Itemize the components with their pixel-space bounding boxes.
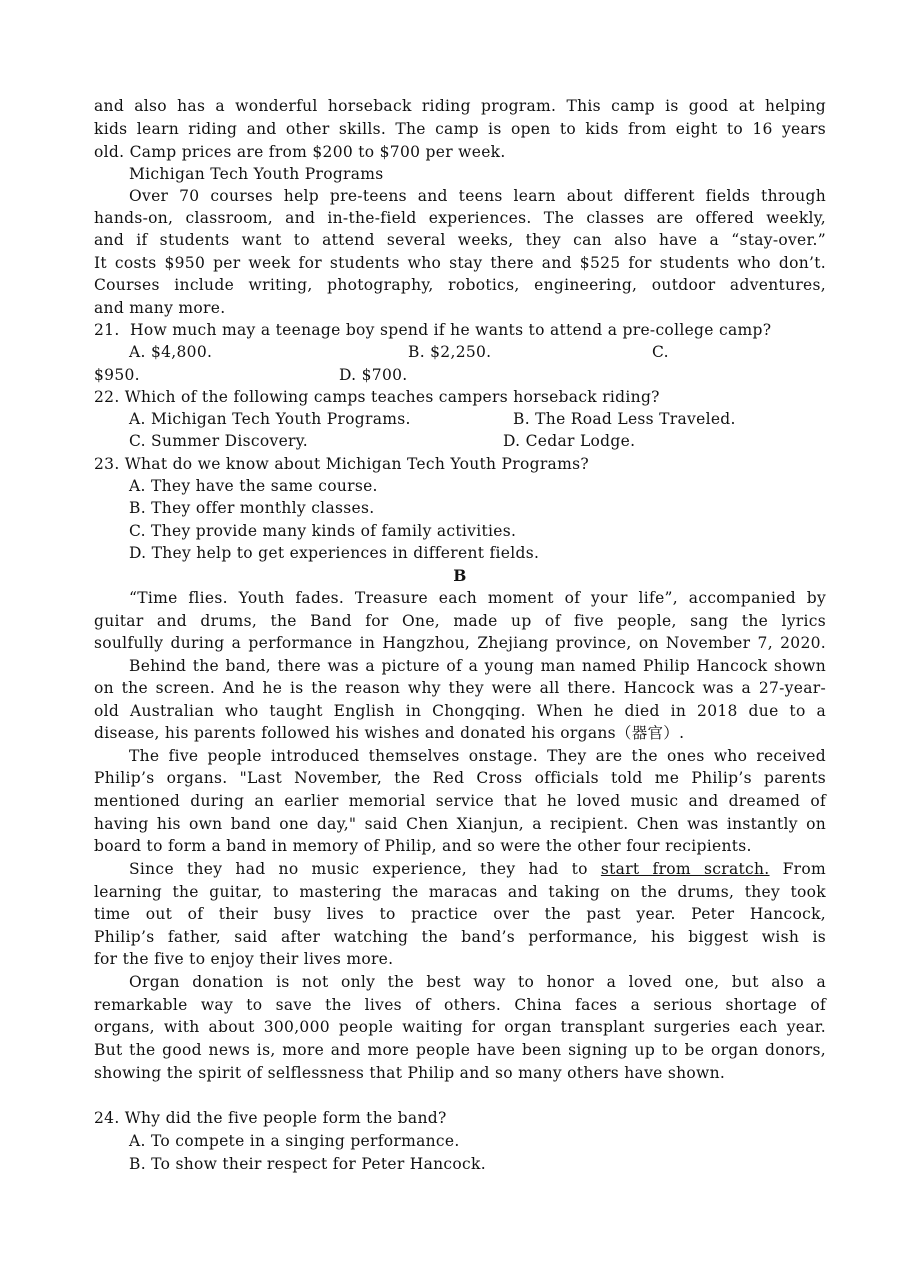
option-22-d[interactable]: D. Cedar Lodge. — [503, 432, 636, 450]
paragraph-line: hands-on, classroom, and in-the-field experiences. The classes are offered weekly, — [94, 209, 826, 227]
option-24-b[interactable]: B. To show their respect for Peter Hancock. — [129, 1155, 486, 1173]
paragraph-line: organs, with about 300,000 people waiting for organ transplant surgeries each year. — [94, 1018, 826, 1036]
question-23-stem: 23. What do we know about Michigan Tech Youth Programs? — [94, 455, 589, 473]
paragraph-line: It costs $950 per week for students who stay there and $525 for students who don’t. — [94, 254, 826, 272]
paragraph-line: time out of their busy lives to practice over the past year. Peter Hancock, — [94, 905, 826, 923]
paragraph-line: Organ donation is not only the best way to honor a loved one, but also a — [129, 973, 826, 991]
option-23-a[interactable]: A. They have the same course. — [129, 477, 378, 495]
paragraph-line: But the good news is, more and more people have been signing up to be organ donors, — [94, 1041, 826, 1059]
paragraph-line: learning the guitar, to mastering the maracas and taking on the drums, they took — [94, 883, 826, 901]
option-21-c-continued: $950. — [94, 366, 140, 384]
paragraph-line: and also has a wonderful horseback riding program. This camp is good at helping — [94, 97, 826, 115]
paragraph-line: board to form a band in memory of Philip, and so were the other four recipients. — [94, 837, 752, 855]
paragraph-line: having his own band one day," said Chen Xianjun, a recipient. Chen was instantly on — [94, 815, 826, 833]
option-22-c[interactable]: C. Summer Discovery. — [129, 432, 308, 450]
paragraph-line: Philip’s organs. "Last November, the Red Cross officials told me Philip’s parents — [94, 769, 826, 787]
paragraph-line: on the screen. And he is the reason why they were all there. Hancock was a 27-year- — [94, 679, 826, 697]
question-22-stem: 22. Which of the following camps teaches campers horseback riding? — [94, 388, 660, 406]
paragraph-line — [129, 858, 826, 880]
option-22-b[interactable]: B. The Road Less Traveled. — [513, 410, 736, 428]
paragraph-line: disease, his parents followed his wishes and donated his organs（器官）. — [94, 724, 685, 742]
question-24-stem: 24. Why did the five people form the band? — [94, 1109, 447, 1127]
option-21-c[interactable]: C. — [652, 343, 669, 361]
paragraph-line: and if students want to attend several weeks, they can also have a “stay-over.” — [94, 231, 826, 249]
question-21-stem: 21. How much may a teenage boy spend if he wants to attend a pre-college camp? — [94, 321, 772, 339]
paragraph-line: Philip’s father, said after watching the band’s performance, his biggest wish is — [94, 928, 826, 946]
paragraph-line: and many more. — [94, 299, 226, 317]
paragraph-line: Behind the band, there was a picture of a young man named Philip Hancock shown — [129, 657, 826, 675]
option-23-b[interactable]: B. They offer monthly classes. — [129, 499, 375, 517]
paragraph-line: old Australian who taught English in Chongqing. When he died in 2018 due to a — [94, 702, 826, 720]
paragraph-line: guitar and drums, the Band for One, made up of five people, sang the lyrics — [94, 612, 826, 630]
paragraph-line: mentioned during an earlier memorial service that he loved music and dreamed of — [94, 792, 826, 810]
section-b-heading: B — [453, 566, 467, 585]
option-21-a[interactable]: A. $4,800. — [129, 343, 213, 361]
paragraph-text: From — [769, 860, 826, 878]
paragraph-line: kids learn riding and other skills. The camp is open to kids from eight to 16 years — [94, 120, 826, 138]
paragraph-text: Since they had no music experience, they had to — [129, 860, 601, 878]
option-21-b[interactable]: B. $2,250. — [408, 343, 492, 361]
camp-heading: Michigan Tech Youth Programs — [129, 165, 384, 183]
paragraph-line: old. Camp prices are from $200 to $700 per week. — [94, 143, 506, 161]
underlined-phrase: start from scratch. — [600, 860, 770, 878]
paragraph-line: “Time flies. Youth fades. Treasure each moment of your life”, accompanied by — [129, 589, 826, 607]
option-23-d[interactable]: D. They help to get experiences in different fields. — [129, 544, 540, 562]
paragraph-line: Over 70 courses help pre-teens and teens learn about different fields through — [129, 187, 826, 205]
paragraph-line: soulfully during a performance in Hangzhou, Zhejiang province, on November 7, 2020. — [94, 634, 826, 652]
option-22-a[interactable]: A. Michigan Tech Youth Programs. — [129, 410, 411, 428]
paragraph-line: remarkable way to save the lives of others. China faces a serious shortage of — [94, 996, 826, 1014]
option-23-c[interactable]: C. They provide many kinds of family activities. — [129, 522, 517, 540]
option-24-a[interactable]: A. To compete in a singing performance. — [129, 1132, 460, 1150]
paragraph-line: showing the spirit of selflessness that Philip and so many others have shown. — [94, 1064, 726, 1082]
paragraph-line: The five people introduced themselves onstage. They are the ones who received — [129, 747, 826, 765]
paragraph-line: for the five to enjoy their lives more. — [94, 950, 394, 968]
paragraph-line: Courses include writing, photography, robotics, engineering, outdoor adventures, — [94, 276, 826, 294]
option-21-d[interactable]: D. $700. — [339, 366, 408, 384]
